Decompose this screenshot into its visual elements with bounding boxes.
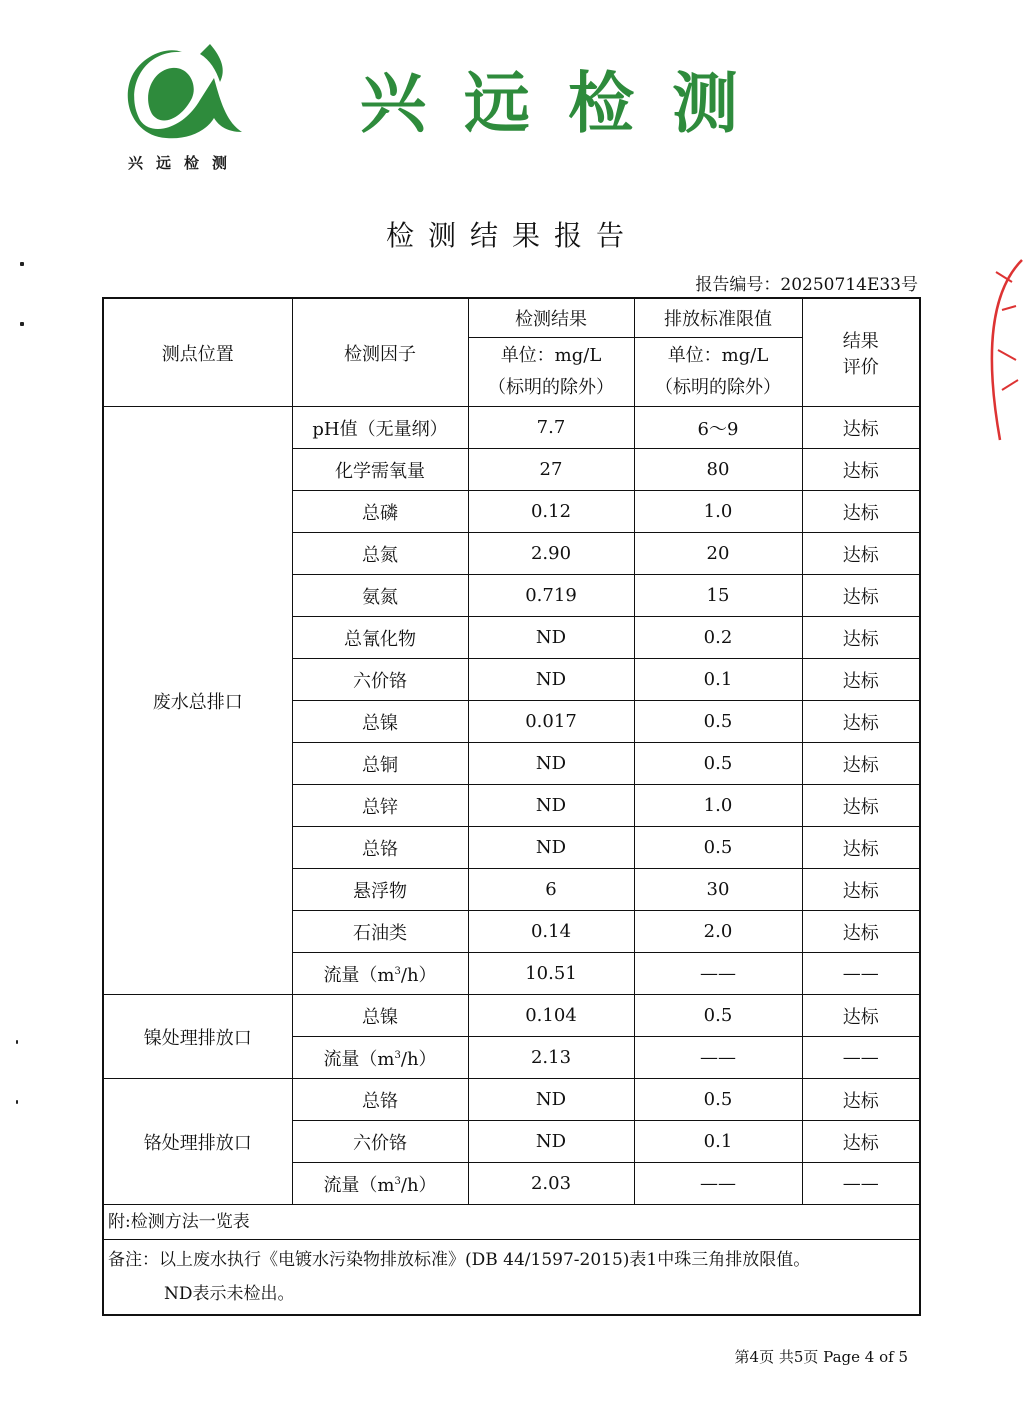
unit-line: 单位：mg/L [667,345,769,366]
limit-cell: 1.0 [634,491,802,533]
factor-cell: 总锌 [292,785,468,827]
factor-cell: 化学需氧量 [292,449,468,491]
logo-caption: 兴远检测 [128,154,241,172]
limit-cell: 6～9 [634,407,802,449]
limit-cell: 80 [634,449,802,491]
result-cell: 0.12 [468,491,634,533]
limit-cell: 0.5 [634,827,802,869]
results-table [102,297,921,1316]
header-limit: 排放标准限值 [634,298,802,338]
eval-cell: 达标 [802,533,920,575]
result-cell: 2.90 [468,533,634,575]
limit-cell: —— [634,1037,802,1079]
result-unit [468,338,634,407]
margin-mark [20,322,24,326]
eval-cell: —— [802,1163,920,1205]
result-cell: ND [468,659,634,701]
header-location: 测点位置 [103,298,292,407]
remark-line-1: 备注：以上废水执行《电镀水污染物排放标准》(DB 44/1597-2015)表1中珠三角排放限值。 [108,1250,811,1270]
limit-cell: —— [634,953,802,995]
brand-char: 远 [464,64,530,142]
header-factor: 检测因子 [292,298,468,407]
eval-cell: 达标 [802,869,920,911]
company-logo [122,40,247,140]
remark-note [103,1240,920,1316]
limit-cell: 15 [634,575,802,617]
appendix-note [103,1205,920,1240]
unit-line: （标明的除外） [488,377,614,398]
eval-cell: 达标 [802,743,920,785]
factor-cell: 石油类 [292,911,468,953]
factor-cell: 氨氮 [292,575,468,617]
limit-cell: 2.0 [634,911,802,953]
factor-cell: 总磷 [292,491,468,533]
unit-line: （标明的除外） [655,377,781,398]
header-row [103,298,920,338]
eval-cell: 达标 [802,827,920,869]
factor-cell: 六价铬 [292,1121,468,1163]
limit-cell: 0.1 [634,1121,802,1163]
factor-cell: 总铜 [292,743,468,785]
eval-cell: 达标 [802,449,920,491]
factor-cell: 流量$(m^3/h)$ [292,1037,468,1079]
table-row [103,995,920,1037]
seal-stamp [982,250,1024,450]
factor-cell: 总镍 [292,701,468,743]
table-row [103,407,920,449]
limit-cell: 0.1 [634,659,802,701]
factor-cell: 总铬 [292,1079,468,1121]
margin-mark [20,262,24,266]
eval-cell: 达标 [802,617,920,659]
limit-cell: 30 [634,869,802,911]
report-number: 报告编号：20250714E33号 [695,275,918,295]
eval-cell: 达标 [802,659,920,701]
limit-cell: 0.5 [634,743,802,785]
result-cell: ND [468,1121,634,1163]
result-cell: 0.719 [468,575,634,617]
factor-cell: 六价铬 [292,659,468,701]
factor-cell: 悬浮物 [292,869,468,911]
eval-cell: 达标 [802,995,920,1037]
limit-cell: 0.5 [634,995,802,1037]
report-title: 检测结果报告 [385,219,638,252]
location-cell: 废水总排口 [103,407,292,995]
brand-char: 测 [672,64,738,142]
result-cell: 0.104 [468,995,634,1037]
margin-mark [16,1100,18,1104]
header-eval-line: 评价 [842,356,879,378]
eval-cell: 达标 [802,701,920,743]
margin-mark [16,1040,18,1044]
result-cell: 27 [468,449,634,491]
eval-cell: —— [802,1037,920,1079]
brand-char: 兴 [360,64,426,142]
limit-cell: 0.5 [634,1079,802,1121]
factor-cell: 流量$(m^3/h)$ [292,953,468,995]
limit-cell: 0.2 [634,617,802,659]
result-cell: ND [468,785,634,827]
result-cell: 6 [468,869,634,911]
unit-line: 单位：mg/L [500,345,602,366]
factor-cell: 总氰化物 [292,617,468,659]
eval-cell: 达标 [802,575,920,617]
header-eval [802,298,920,407]
brand-char: 检 [568,64,634,142]
location-cell: 镍处理排放口 [103,995,292,1079]
eval-cell: 达标 [802,911,920,953]
result-cell: 10.51 [468,953,634,995]
limit-cell: 0.5 [634,701,802,743]
limit-cell: 20 [634,533,802,575]
eval-cell: 达标 [802,1121,920,1163]
factor-cell: 总铬 [292,827,468,869]
eval-cell: 达标 [802,785,920,827]
header-eval-line: 结果 [842,330,879,352]
appendix-text: 附:检测方法一览表 [108,1212,250,1232]
factor-cell: 总镍 [292,995,468,1037]
remark-row [103,1240,920,1316]
result-cell: 2.13 [468,1037,634,1079]
result-cell: ND [468,617,634,659]
result-cell: ND [468,827,634,869]
eval-cell: 达标 [802,407,920,449]
eval-cell: 达标 [802,491,920,533]
eval-cell: —— [802,953,920,995]
location-cell: 铬处理排放口 [103,1079,292,1205]
eval-cell: 达标 [802,1079,920,1121]
result-cell: 2.03 [468,1163,634,1205]
result-cell: 0.017 [468,701,634,743]
appendix-row [103,1205,920,1240]
factor-cell: pH值（无量纲） [292,407,468,449]
brand-title [360,64,738,142]
limit-unit [634,338,802,407]
page-footer: 第4页 共5页 Page 4 of 5 [734,1348,908,1366]
header-result: 检测结果 [468,298,634,338]
factor-cell: 总氮 [292,533,468,575]
table-row [103,1079,920,1121]
limit-cell: 1.0 [634,785,802,827]
result-cell: 7.7 [468,407,634,449]
result-cell: ND [468,1079,634,1121]
remark-line-2: ND表示未检出。 [164,1284,295,1304]
result-cell: 0.14 [468,911,634,953]
limit-cell: —— [634,1163,802,1205]
factor-cell: 流量$(m^3/h)$ [292,1163,468,1205]
result-cell: ND [468,743,634,785]
